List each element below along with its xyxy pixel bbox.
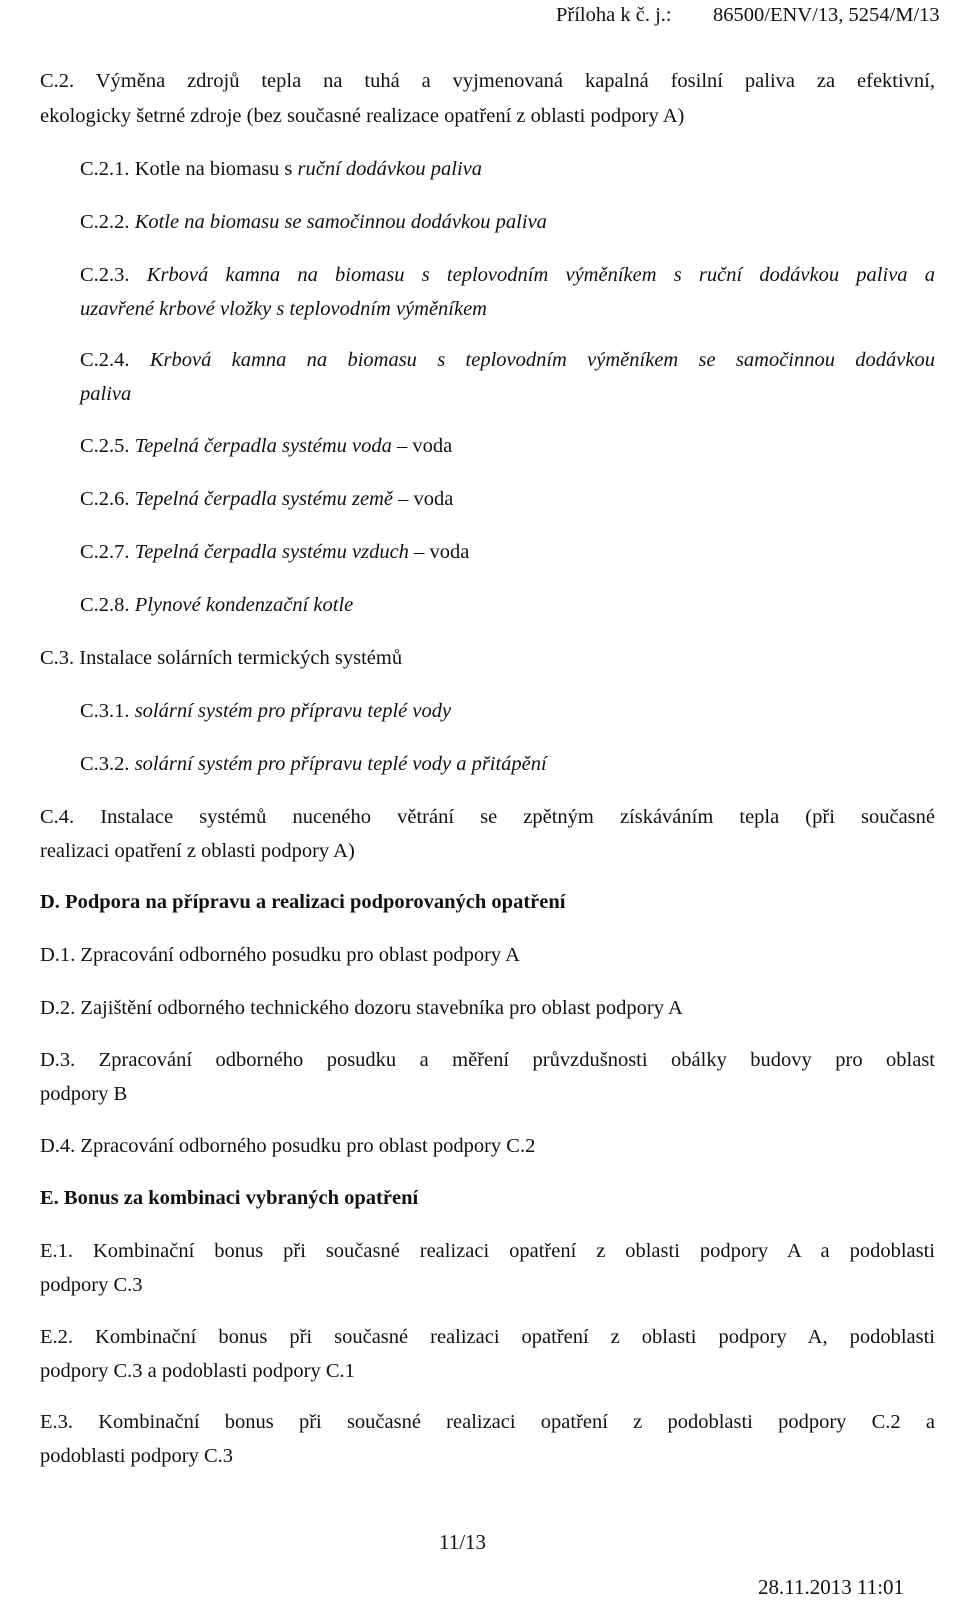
- item-d3-line1: D.3. Zpracování odborného posudku a měření průvzdušnosti obálky budovy pro oblast: [40, 1049, 935, 1071]
- item-c23-line2: uzavřené krbové vložky s teplovodním výměníkem: [80, 298, 487, 320]
- item-text-italic: solární systém pro přípravu teplé vody a přitápění: [134, 753, 547, 775]
- item-c4-line1: C.4. Instalace systémů nuceného větrání se zpětným získáváním tepla (při současné: [40, 806, 935, 828]
- item-d2: D.2. Zajištění odborného technického dozoru stavebníka pro oblast podpory A: [40, 997, 683, 1019]
- item-code: C.2.2.: [80, 211, 130, 233]
- item-d4: D.4. Zpracování odborného posudku pro oblast podpory C.2: [40, 1135, 536, 1157]
- item-c2-line2: ekologicky šetrné zdroje (bez současné realizace opatření z oblasti podpory A): [40, 105, 685, 127]
- item-e2-line1: E.2. Kombinační bonus při současné realizaci opatření z oblasti podpory A, podoblasti: [40, 1326, 935, 1348]
- item-text: Kotle na biomasu s: [134, 158, 293, 180]
- item-c26: [80, 482, 935, 516]
- page-number: 11/13: [439, 1530, 487, 1554]
- item-text-italic: Tepelná čerpadla systému vzduch: [134, 541, 409, 563]
- item-text-italic: ruční dodávkou paliva: [297, 158, 482, 180]
- item-text: – voda: [414, 541, 470, 563]
- item-c2-line1: C.2. Výměna zdrojů tepla na tuhá a vyjmenovaná kapalná fosilní paliva za efektivní,: [40, 70, 935, 92]
- item-code: C.3.2.: [80, 753, 130, 775]
- item-code: C.2.7.: [80, 541, 130, 563]
- item-code: C.2.3.: [80, 264, 130, 286]
- item-text-italic: Krbová kamna na biomasu s teplovodním výměníkem se samočinnou dodávkou: [149, 349, 935, 371]
- item-c24-line1: [80, 343, 935, 377]
- item-e1-line2: podpory C.3: [40, 1274, 143, 1296]
- header-ref-number: 86500/ENV/13, 5254/M/13: [713, 4, 940, 26]
- item-code: C.3.1.: [80, 700, 130, 722]
- item-c28: [80, 588, 935, 622]
- header-ref-label: Příloha k č. j.:: [556, 4, 672, 26]
- item-c31: [80, 694, 935, 728]
- item-d3-line2: podpory B: [40, 1083, 128, 1105]
- item-code: C.2.1.: [80, 158, 130, 180]
- item-c22: [80, 205, 935, 239]
- footer-date: 28.11.2013 11:01: [758, 1575, 905, 1599]
- item-e3-line2: podoblasti podpory C.3: [40, 1445, 234, 1467]
- item-c23-line1: [80, 258, 935, 292]
- section-heading-d: D. Podpora na přípravu a realizaci podporovaných opatření: [40, 891, 566, 913]
- item-text-italic: Tepelná čerpadla systému země: [134, 488, 393, 510]
- item-d1: D.1. Zpracování odborného posudku pro oblast podpory A: [40, 944, 520, 966]
- item-c32: [80, 747, 935, 781]
- item-e2-line2: podpory C.3 a podoblasti podpory C.1: [40, 1360, 355, 1382]
- item-code: C.2.4.: [80, 349, 130, 371]
- item-c25: [80, 429, 935, 463]
- item-e1-line1: E.1. Kombinační bonus při současné realizaci opatření z oblasti podpory A a podoblasti: [40, 1240, 935, 1262]
- item-c3: C.3. Instalace solárních termických systémů: [40, 647, 403, 669]
- item-c4-line2: realizaci opatření z oblasti podpory A): [40, 840, 355, 862]
- item-text-italic: Tepelná čerpadla systému voda: [134, 435, 392, 457]
- section-heading-e: E. Bonus za kombinaci vybraných opatření: [40, 1187, 419, 1209]
- item-c24-line2: paliva: [80, 383, 132, 405]
- item-code: C.2.5.: [80, 435, 130, 457]
- item-code: C.2.6.: [80, 488, 130, 510]
- item-text-italic: Plynové kondenzační kotle: [134, 594, 354, 616]
- item-text: – voda: [398, 488, 454, 510]
- item-e3-line1: E.3. Kombinační bonus při současné realizaci opatření z podoblasti podpory C.2 a: [40, 1411, 935, 1433]
- item-text: – voda: [396, 435, 453, 457]
- item-text-italic: Krbová kamna na biomasu s teplovodním výměníkem s ruční dodávkou paliva a: [146, 264, 936, 286]
- item-text-italic: Kotle na biomasu se samočinnou dodávkou paliva: [134, 211, 547, 233]
- item-text-italic: solární systém pro přípravu teplé vody: [134, 700, 452, 722]
- item-c21: [80, 152, 935, 186]
- item-code: C.2.8.: [80, 594, 130, 616]
- item-c27: [80, 535, 935, 569]
